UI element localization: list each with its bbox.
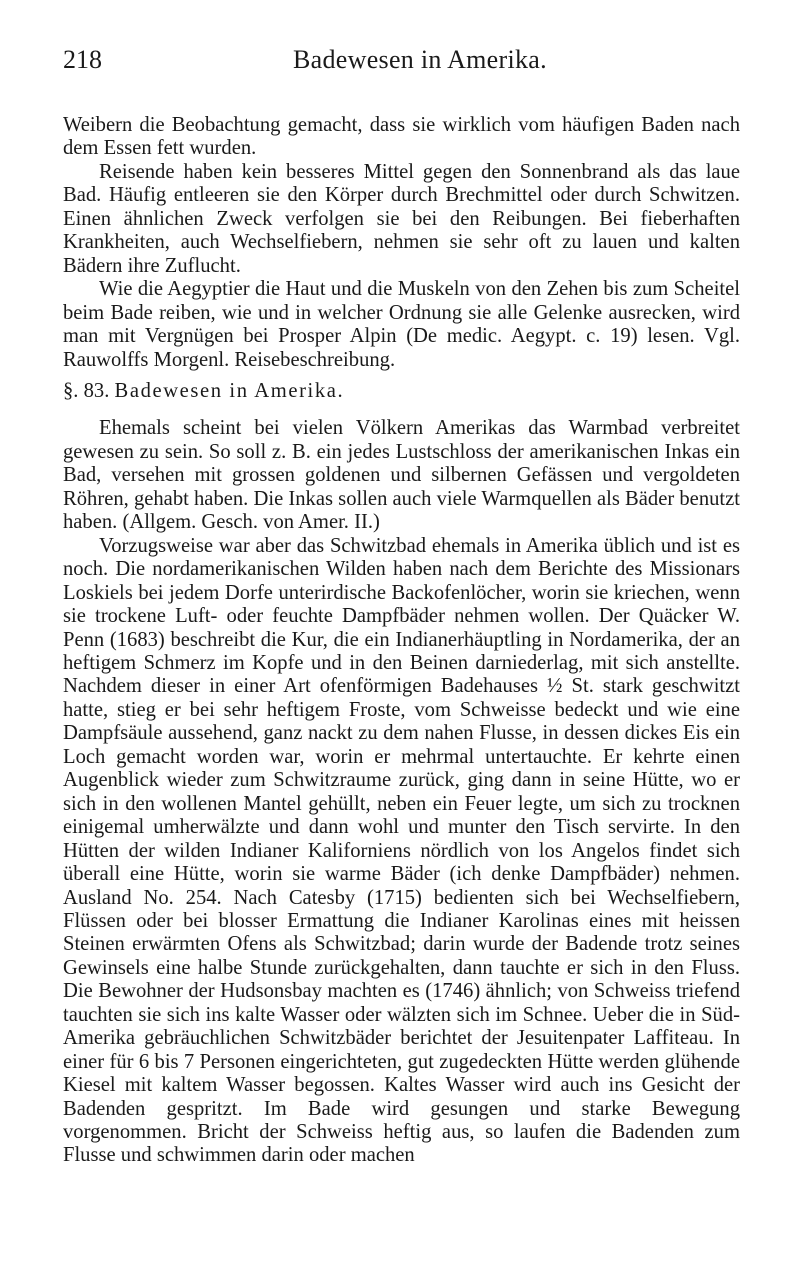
running-title: Badewesen in Amerika. xyxy=(293,45,547,74)
paragraph-sweat-bath: Vorzugsweise war aber das Schwitzbad ehemals in Amerika üblich und ist es noch. Die nordamerikanischen Wilden haben nach dem Berichte des Missionars Loskiels bei jedem Dorfe unterirdische Backofenlöcher, worin sie kriechen, wenn sie trockene Luft- oder feuchte Dampfbäder nehmen wollen. Der Quäcker W. Penn (1683) beschreibt die Kur, die ein Indianerhäuptling in Nordamerika, der an heftigem Schmerz im Kopfe und in den Beinen darniederlag, mit sich anstellte. Nachdem dieser in einer Art ofenförmigen Badehauses ½ St. stark geschwitzt hatte, stieg er bei sehr heftigem Froste, vom Schweisse bedeckt und wie eine Dampfsäule aussehend, ganz nackt zu dem nahen Flusse, in dessen dickes Eis ein Loch gemacht worden war, worin er mehrmal untertauchte. Er kehrte einen Augenblick wieder zum Schwitzraume zurück, ging dann in seine Hütte, wo er sich in den wollenen Mantel gehüllt, neben ein Feuer legte, um sich zu trocknen einigemal umherwälzte und dann wohl und munter den Tisch servirte. In den Hütten der wilden Indianer Kaliforniens nördlich von los Angelos findet sich überall eine Hütte, worin sie warme Bäder (ich denke Dampfbäder) nehmen. Ausland No. 254. Nach Catesby (1715) bedienten sich bei Wechselfiebern, Flüssen oder bei blosser Ermattung die Indianer Karolinas eines mit heissen Steinen erwärmten Ofens als Schwitzbad; darin wurde der Badende trotz seines Gewinsels eine halbe Stunde zurückgehalten, dann tauchte er sich in den Fluss. Die Bewohner der Hudsonsbay machten es (1746) ähnlich; von Schweiss triefend tauchten sie sich ins kalte Wasser oder wälzten sich im Schnee. Ueber die in Süd-Amerika gebräuchlichen Schwitzbäder berichtet der Jesuitenpater Laffiteau. In einer für 6 bis 7 Personen eingerichteten, gut zugedeckten Hütte werden glühende Kiesel mit kaltem Wasser begossen. Kaltes Wasser wird auch ins Gesicht der Badenden gespritzt. Im Bade wird gesungen und starke Bewegung vorgenommen. Bricht der Schweiss heftig aus, so laufen die Badenden zum Flusse und schwimmen darin oder machen xyxy=(63,534,740,1167)
paragraph-continuation: Weibern die Beobachtung gemacht, dass sie wirklich vom häufigen Baden nach dem Essen fett wurden. xyxy=(63,114,740,160)
section-title: Badewesen in Amerika. xyxy=(114,379,345,402)
paragraph-egyptians: Wie die Aegyptier die Haut und die Muskeln von den Zehen bis zum Scheitel beim Bade reiben, wie und in welcher Ordnung sie alle Gelenke ausrecken, wird man mit Vergnügen bei Prosper Alpin (De medic. Aegypt. c. 19) lesen. Vgl. Rauwolffs Morgenl. Reisebeschreibung. xyxy=(63,278,740,371)
paragraph-sunburn: Reisende haben kein besseres Mittel gegen den Sonnenbrand als das laue Bad. Häufig entleeren sie den Körper durch Brechmittel oder durch Schwitzen. Einen ähnlichen Zweck verfolgen sie bei den Reibungen. Bei fieberhaften Krankheiten, auch Wechselfiebern, nehmen sie sehr oft zu lauen und kalten Bädern ihre Zuflucht. xyxy=(63,160,740,277)
section-number: §. 83. xyxy=(63,379,110,402)
paragraph-warm-bath: Ehemals scheint bei vielen Völkern Amerikas das Warmbad verbreitet gewesen zu sein. So soll z. B. ein jedes Lustschloss der amerikanischen Inkas ein Bad, versehen mit grossen goldenen und silbernen Gefässen und vergoldeten Röhren, gehabt haben. Die Inkas sollen auch viele Warmquellen als Bäder benutzt haben. (Allgem. Gesch. von Amer. II.) xyxy=(63,417,740,534)
page-header xyxy=(63,40,743,80)
section-heading xyxy=(63,380,740,403)
page-number: 218 xyxy=(63,45,102,74)
body-text xyxy=(63,114,740,1168)
